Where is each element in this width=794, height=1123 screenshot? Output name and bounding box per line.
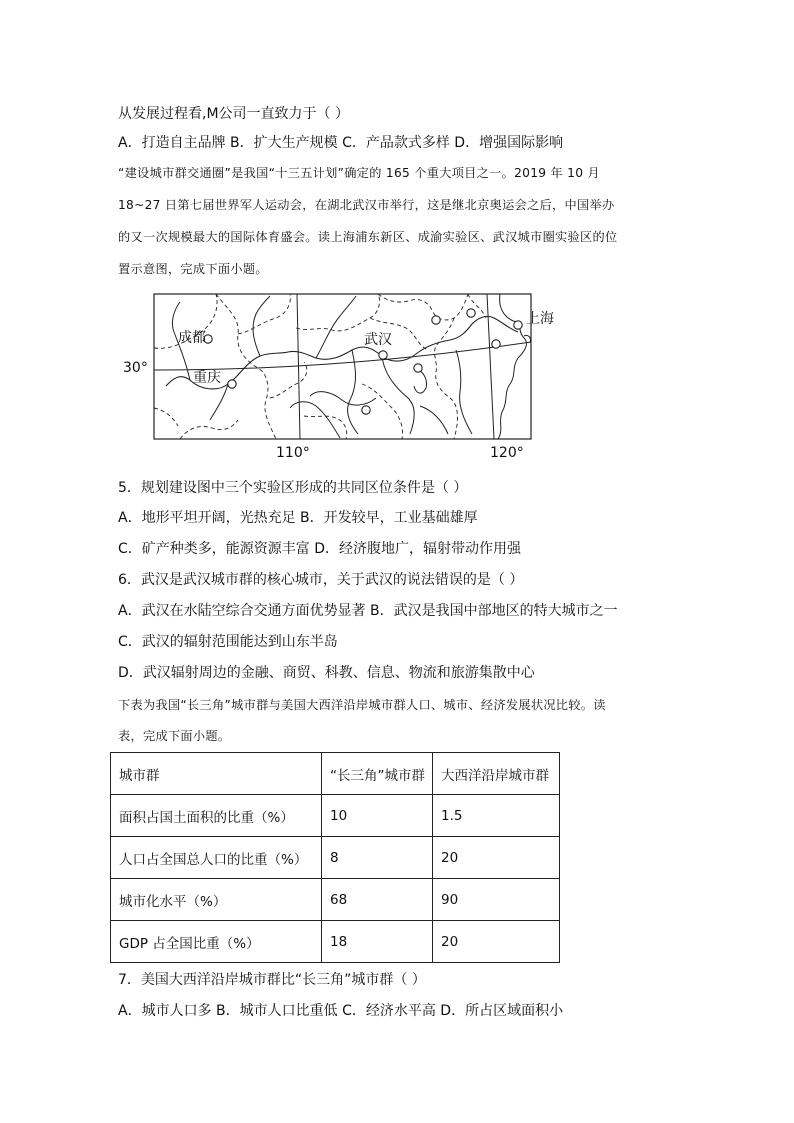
river-fuchun bbox=[456, 350, 472, 434]
passage1-line-3: 的又一次规模最大的国际体育盛会。读上海浦东新区、成渝实验区、武汉城市圈实验区的位 bbox=[118, 230, 618, 244]
city-marker-d bbox=[362, 406, 370, 414]
table-header-cell: “长三角”城市群 bbox=[322, 753, 433, 795]
meridian-120 bbox=[487, 294, 494, 439]
map-label-lon120: 120° bbox=[490, 445, 524, 461]
table-cell: 城市化水平（%） bbox=[111, 879, 322, 921]
table-cell: GDP 占全国比重（%） bbox=[111, 921, 322, 963]
passage2-line-1: 下表为我国“长三角”城市群与美国大西洋沿岸城市群人口、城市、经济发展状况比较。读 bbox=[118, 698, 606, 712]
q7-stem: 7．美国大西洋沿岸城市群比“长三角”城市群（ ） bbox=[118, 972, 426, 988]
city-marker-e bbox=[414, 364, 422, 372]
coastline bbox=[498, 294, 526, 439]
table-cell: 18 bbox=[322, 921, 433, 963]
table-header-cell: 城市群 bbox=[111, 753, 322, 795]
table-row bbox=[111, 837, 560, 879]
river-jialing bbox=[253, 296, 270, 356]
q6-options-ab: A．武汉在水陆空综合交通方面优势显著 B．武汉是我国中部地区的特大城市之一 bbox=[118, 603, 618, 619]
table-cell: 20 bbox=[433, 837, 560, 879]
comparison-table bbox=[110, 752, 560, 963]
q6-option-c: C．武汉的辐射范围能达到山东半岛 bbox=[118, 634, 338, 650]
q6-stem: 6．武汉是武汉城市群的核心城市，关于武汉的说法错误的是（ ） bbox=[118, 572, 524, 588]
table-cell: 10 bbox=[322, 795, 433, 837]
table-cell: 20 bbox=[433, 921, 560, 963]
map-drawing bbox=[120, 288, 540, 463]
city-marker-a bbox=[432, 316, 440, 324]
table-header-cell: 大西洋沿岸城市群 bbox=[433, 753, 560, 795]
table-cell: 8 bbox=[322, 837, 433, 879]
city-marker-c bbox=[492, 340, 500, 348]
passage2-line-2: 表，完成下面小题。 bbox=[118, 729, 231, 743]
q5-options-ab: A．地形平坦开阔，光热充足 B．开发较早，工业基础雄厚 bbox=[118, 510, 478, 526]
river-misc bbox=[420, 406, 448, 434]
river-yuan bbox=[290, 402, 340, 438]
table-row bbox=[111, 879, 560, 921]
q7-options: A．城市人口多 B．城市人口比重低 C．经济水平高 D．所占区域面积小 bbox=[118, 1003, 564, 1019]
parallel-30 bbox=[154, 342, 531, 370]
table-cell: 面积占国土面积的比重（%） bbox=[111, 795, 322, 837]
river-han bbox=[316, 296, 356, 358]
table-cell: 68 bbox=[322, 879, 433, 921]
question-options-intro: A．打造自主品牌 B．扩大生产规模 C．产品款式多样 D．增强国际影响 bbox=[118, 135, 564, 151]
passage1-line-1: “建设城市群交通圈”是我国“十三五计划”确定的 165 个重大项目之一。2019 年 10 月 bbox=[118, 166, 600, 180]
table-cell: 人口占全国总人口的比重（%） bbox=[111, 837, 322, 879]
question-stem-intro: 从发展过程看,M公司一直致力于（ ） bbox=[118, 106, 349, 122]
table-header-row bbox=[111, 753, 560, 795]
table-cell: 1.5 bbox=[433, 795, 560, 837]
q5-stem: 5．规划建设图中三个实验区形成的共同区位条件是（ ） bbox=[118, 480, 468, 496]
map-label-chongqing: 重庆 bbox=[193, 370, 221, 386]
q6-option-d: D．武汉辐射周边的金融、商贸、科教、信息、物流和旅游集散中心 bbox=[118, 665, 535, 681]
map-label-chengdu: 成都 bbox=[178, 330, 206, 346]
city-marker-b bbox=[467, 309, 475, 317]
city-marker-chongqing bbox=[228, 380, 236, 388]
passage1-line-2: 18~27 日第七届世界军人运动会，在湖北武汉市举行，这是继北京奥运会之后，中国举办 bbox=[118, 198, 615, 212]
table-row bbox=[111, 795, 560, 837]
table-cell: 90 bbox=[433, 879, 560, 921]
map-label-lon110: 110° bbox=[276, 445, 310, 461]
map-label-lat30: 30° bbox=[123, 360, 148, 376]
passage1-line-4: 置示意图，完成下面小题。 bbox=[118, 262, 268, 276]
table-row bbox=[111, 921, 560, 963]
city-marker-wuhan bbox=[379, 351, 387, 359]
map-label-shanghai: 上海 bbox=[526, 311, 554, 327]
map-label-wuhan: 武汉 bbox=[364, 332, 392, 348]
lake-dongting bbox=[310, 392, 376, 405]
location-map bbox=[120, 288, 554, 463]
q5-options-cd: C．矿产种类多，能源资源丰富 D．经济腹地广，辐射带动作用强 bbox=[118, 541, 522, 557]
meridian-110 bbox=[297, 294, 300, 439]
city-marker-shanghai bbox=[514, 321, 522, 329]
river-gan bbox=[382, 356, 414, 434]
